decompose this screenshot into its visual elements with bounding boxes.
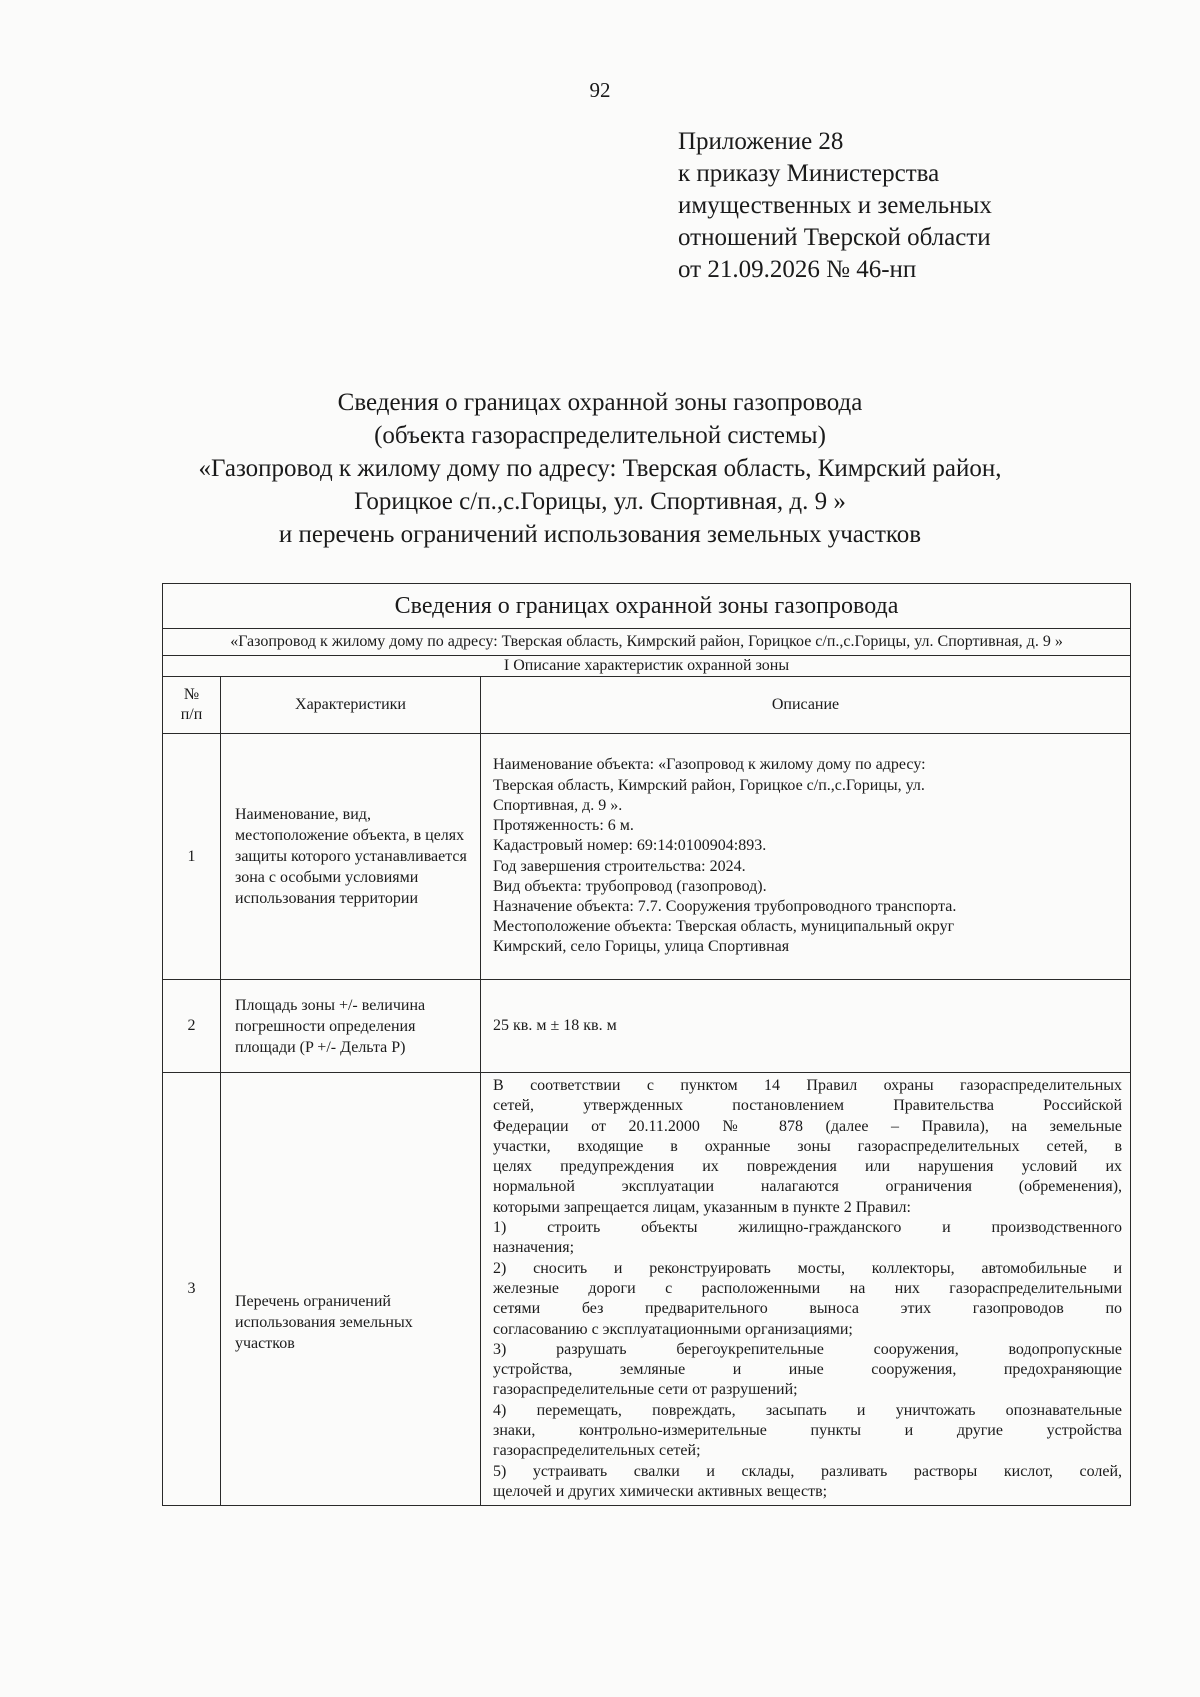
row-number: 3	[163, 1073, 221, 1506]
column-header-num-label: № п/п	[180, 686, 203, 723]
appendix-line: имущественных и земельных	[678, 192, 992, 219]
appendix-line: отношений Тверской области	[678, 224, 991, 251]
row-description	[481, 734, 1131, 980]
description-line: Кадастровый номер: 69:14:0100904:893.	[493, 837, 767, 855]
description-line: Протяженность: 6 м.	[493, 817, 634, 835]
page-number: 92	[589, 78, 611, 102]
row-number: 2	[163, 980, 221, 1073]
description-line: 1) строить объекты жилищно-гражданского и производственного	[493, 1219, 1123, 1237]
title-line: и перечень ограничений использования земельных участков	[278, 521, 922, 548]
row-characteristic: Наименование, вид, местоположение объекта, в целях защиты которого устанавливается зона с особыми условиями использования территории	[221, 734, 481, 980]
title-line: Сведения о границах охранной зоны газопровода	[337, 389, 863, 416]
description-line: 3) разрушать берегоукрепительные сооружения, водопропускные	[493, 1340, 1123, 1358]
description-line: Тверская область, Кимрский район, Горицкое с/п.,с.Горицы, ул.	[493, 776, 925, 794]
appendix-block	[678, 126, 992, 286]
description-line: сетями без предварительного выноса этих газопроводов по	[493, 1300, 1123, 1318]
description-line: Кимрский, село Горицы, улица Спортивная	[493, 938, 790, 956]
title-line: Горицкое с/п.,с.Горицы, ул. Спортивная, д. 9 »	[354, 488, 846, 515]
appendix-line: от 21.09.2026 № 46-нп	[678, 256, 917, 283]
title-line: «Газопровод к жилому дому по адресу: Тверская область, Кимрский район,	[198, 455, 1002, 482]
column-header-characteristics: Характеристики	[221, 677, 481, 734]
description-line: участки, входящие в охранные зоны газораспределительных сетей, в	[493, 1137, 1123, 1155]
description-line: газораспределительные сети от разрушений;	[493, 1381, 798, 1399]
description-line: знаки, контрольно-измерительные пункты и другие устройства	[493, 1422, 1123, 1440]
description-line: Наименование объекта: «Газопровод к жилому дому по адресу:	[493, 756, 926, 774]
description-line: щелочей и других химически активных веществ;	[493, 1482, 828, 1500]
row-description: 25 кв. м ± 18 кв. м	[481, 980, 1131, 1073]
description-line: Спортивная, д. 9 ».	[493, 796, 623, 814]
document-title	[0, 386, 1200, 551]
description-line: 2) сносить и реконструировать мосты, коллекторы, автомобильные и	[493, 1259, 1123, 1277]
table-header: Сведения о границах охранной зоны газопровода	[163, 584, 1131, 629]
row-characteristic: Перечень ограничений использования земельных участков	[221, 1073, 481, 1506]
row-characteristic: Площадь зоны +/- величина погрешности определения площади (P +/- Дельта P)	[221, 980, 481, 1073]
description-line: 4) перемещать, повреждать, засыпать и уничтожать опознавательные	[493, 1401, 1123, 1419]
description-line: которыми запрещается лицам, указанным в пункте 2 Правил:	[493, 1198, 911, 1216]
description-line: Вид объекта: трубопровод (газопровод).	[493, 877, 767, 895]
description-line: согласованию с эксплуатационными организациями;	[493, 1320, 853, 1338]
row-description	[481, 1073, 1131, 1506]
table-row	[163, 734, 1131, 980]
description-line: устройства, земляные и иные сооружения, предохраняющие	[493, 1361, 1123, 1379]
description-line: целях предупреждения их повреждения или нарушения условий их	[493, 1158, 1123, 1176]
description-line: Назначение объекта: 7.7. Сооружения трубопроводного транспорта.	[493, 897, 957, 915]
description-line: Год завершения строительства: 2024.	[493, 857, 746, 875]
description-line: назначения;	[493, 1239, 575, 1257]
object-name-row: «Газопровод к жилому дому по адресу: Тверская область, Кимрский район, Горицкое с/п.,с.Горицы, ул. Спортивная, д. 9 »	[163, 629, 1131, 656]
description-line: нормальной эксплуатации налагаются ограничения (обременения),	[493, 1178, 1123, 1196]
description-line: железные дороги с расположенными на них газораспределительными	[493, 1279, 1123, 1297]
description-line: Федерации от 20.11.2000 № 878 (далее – Правила), на земельные	[493, 1117, 1123, 1135]
table-row	[163, 980, 1131, 1073]
description-line: газораспределительных сетей;	[493, 1442, 701, 1460]
appendix-line: Приложение 28	[678, 128, 844, 155]
appendix-line: к приказу Министерства	[678, 160, 940, 187]
description-line: В соответствии с пунктом 14 Правил охраны газораспределительных	[493, 1077, 1123, 1094]
description-line: сетей, утвержденных постановлением Правительства Российской	[493, 1097, 1123, 1115]
table-row	[163, 1073, 1131, 1506]
column-header-description: Описание	[481, 677, 1131, 734]
title-line: (объекта газораспределительной системы)	[374, 422, 826, 449]
column-header-num	[163, 677, 221, 734]
zone-info-table	[162, 583, 1131, 1506]
row-number: 1	[163, 734, 221, 980]
section-heading: I Описание характеристик охранной зоны	[163, 656, 1131, 677]
description-line: 5) устраивать свалки и склады, разливать растворы кислот, солей,	[493, 1462, 1123, 1480]
description-line: Местоположение объекта: Тверская область, муниципальный округ	[493, 918, 955, 936]
